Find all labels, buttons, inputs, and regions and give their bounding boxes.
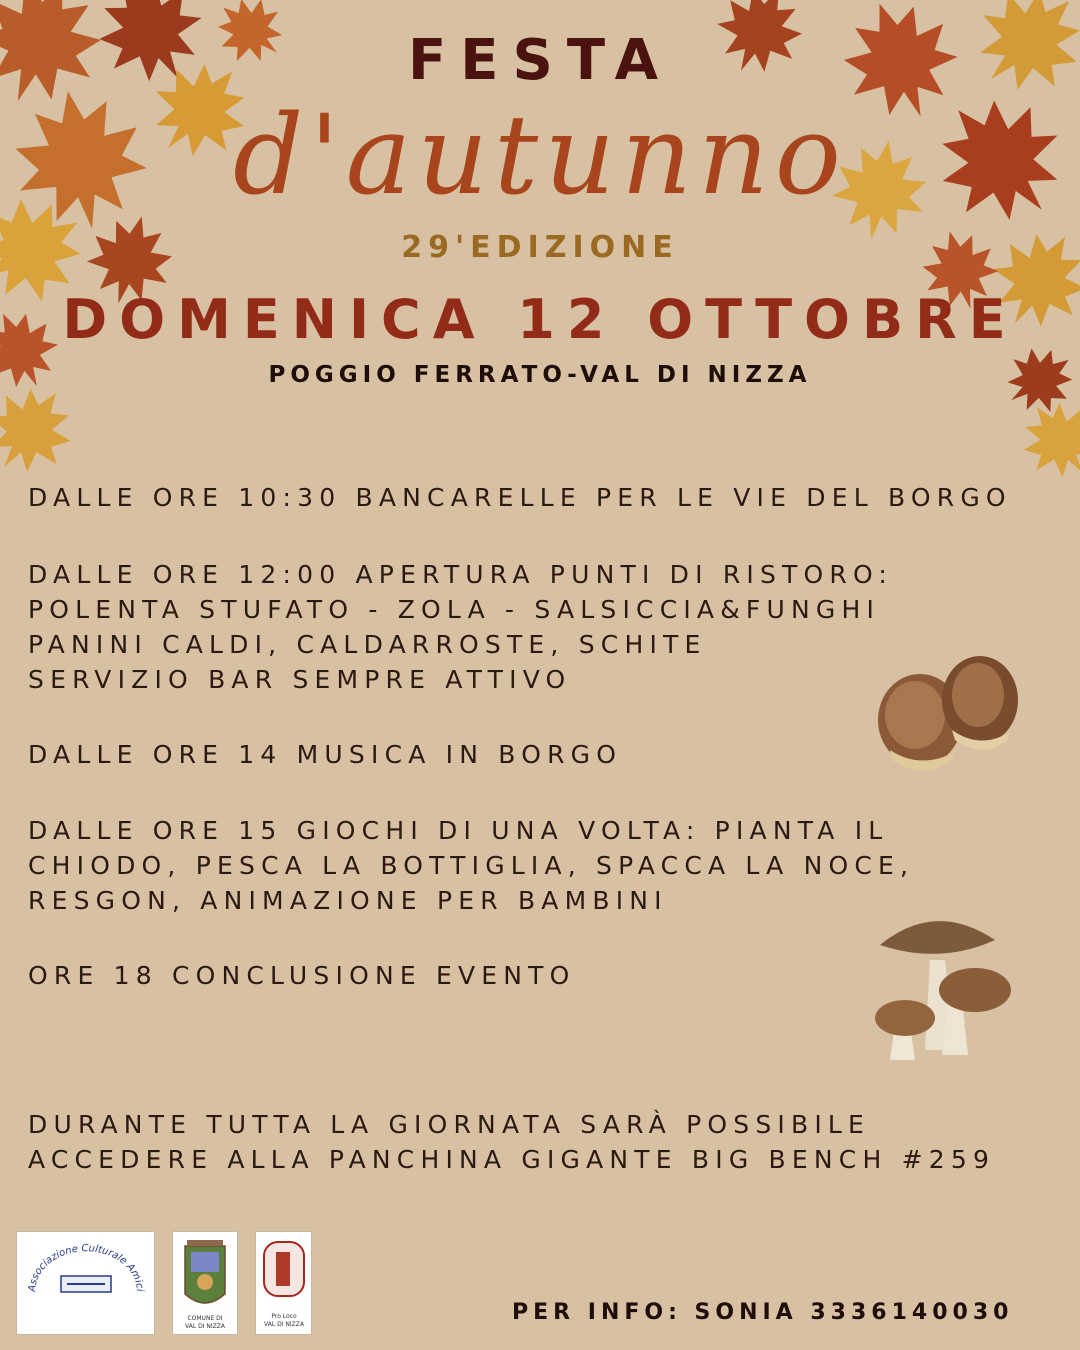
program-line: POLENTA STUFATO - ZOLA - SALSICCIA&FUNGHI [28,595,881,624]
program-line: ORE 18 CONCLUSIONE EVENTO [28,961,576,990]
program-item [28,480,1058,515]
event-place: POGGIO FERRATO-VAL DI NIZZA [268,362,812,388]
comune-label-2: VAL DI NIZZA [185,1323,225,1330]
association-logo [16,1231,155,1335]
event-date: DOMENICA 12 OTTOBRE [62,288,1018,351]
proloco-label-2: VAL DI NIZZA [264,1321,304,1328]
proloco-logo [255,1231,312,1335]
comune-logo [172,1231,238,1335]
program-line: ACCEDERE ALLA PANCHINA GIGANTE BIG BENCH #259 [28,1145,996,1174]
program-line: DURANTE TUTTA LA GIORNATA SARÀ POSSIBILE [28,1110,871,1139]
proloco-label-1: Pro Loco [271,1313,297,1320]
program-item [28,813,1058,918]
association-name: Associazione Culturale Amici [26,1243,146,1293]
program-line: CHIODO, PESCA LA BOTTIGLIA, SPACCA LA NOCE, [28,851,915,880]
program-item [28,557,1058,697]
program-item [28,1107,1058,1177]
program-line: DALLE ORE 14 MUSICA IN BORGO [28,740,623,769]
program-line: DALLE ORE 10:30 BANCARELLE PER LE VIE DEL BORGO [28,483,1012,512]
program-item [28,958,1058,993]
edition-label: 29'EDIZIONE [401,230,679,265]
program-line: DALLE ORE 12:00 APERTURA PUNTI DI RISTORO: [28,560,894,589]
program-item [28,737,1058,772]
program-line: SERVIZIO BAR SEMPRE ATTIVO [28,665,572,694]
title-script: d'autunno [232,91,848,219]
program-line: PANINI CALDI, CALDARROSTE, SCHITE [28,630,707,659]
title-festa: FESTA [407,28,673,93]
program-line: RESGON, ANIMAZIONE PER BAMBINI [28,886,668,915]
comune-label-1: COMUNE DI [187,1315,223,1322]
program-line: DALLE ORE 15 GIOCHI DI UNA VOLTA: PIANTA IL [28,816,889,845]
contact-info: PER INFO: SONIA 3336140030 [512,1300,1014,1325]
